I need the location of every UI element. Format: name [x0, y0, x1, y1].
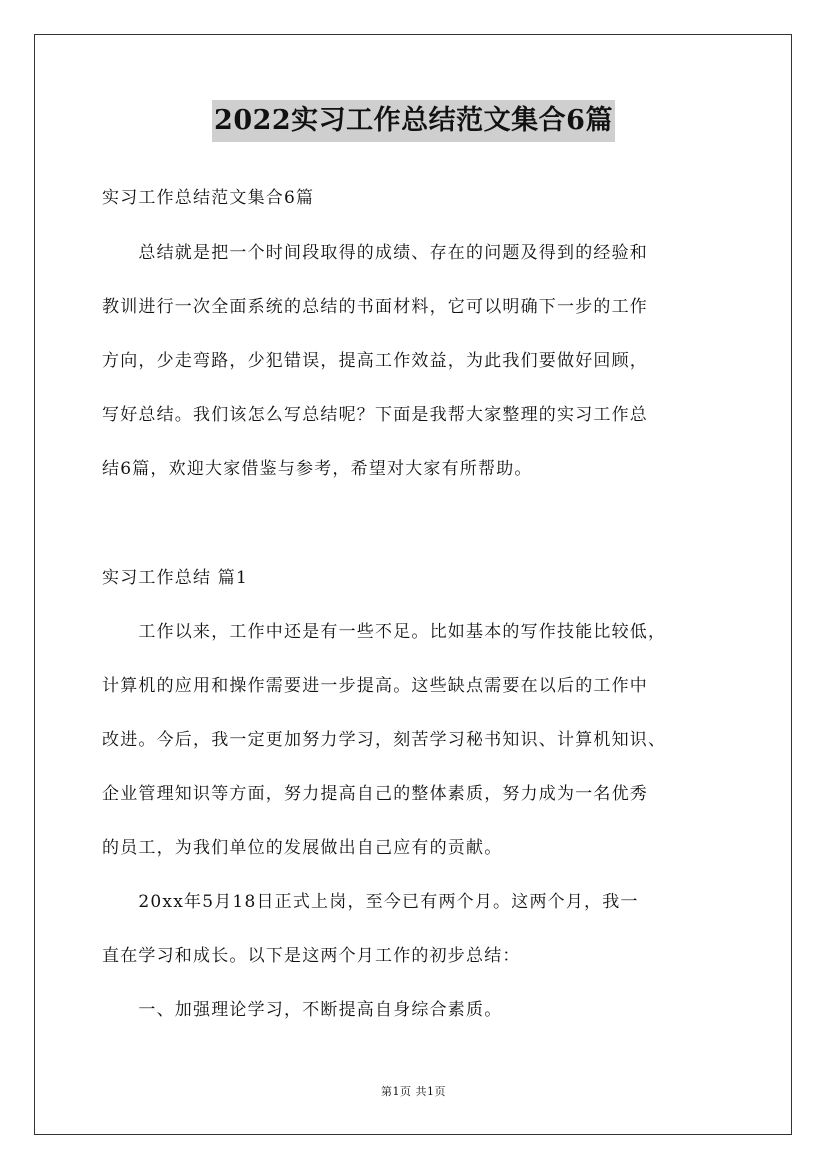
- intro-line: 总结就是把一个时间段取得的成绩、存在的问题及得到的经验和: [102, 243, 648, 263]
- section-line: 改进。今后，我一定更加努力学习，刻苦学习秘书知识、计算机知识、: [102, 730, 667, 750]
- section-heading: 实习工作总结 篇1: [102, 568, 249, 588]
- section-line: 计算机的应用和操作需要进一步提高。这些缺点需要在以后的工作中: [102, 676, 648, 696]
- title-container: [0, 100, 827, 142]
- section-line: 一、加强理论学习，不断提高自身综合素质。: [102, 1000, 503, 1020]
- intro-line: 结6篇，欢迎大家借鉴与参考，希望对大家有所帮助。: [102, 459, 533, 479]
- page-footer: 第1页 共1页: [381, 1085, 446, 1098]
- document-title: 2022实习工作总结范文集合6篇: [212, 100, 615, 142]
- intro-line: 方向，少走弯路，少犯错误，提高工作效益，为此我们要做好回顾，: [102, 351, 648, 371]
- section-line: 工作以来，工作中还是有一些不足。比如基本的写作技能比较低，: [102, 622, 667, 642]
- section-line: 直在学习和成长。以下是这两个月工作的初步总结：: [102, 946, 521, 966]
- intro-line: 教训进行一次全面系统的总结的书面材料，它可以明确下一步的工作: [102, 297, 648, 317]
- section-line: 的员工，为我们单位的发展做出自己应有的贡献。: [102, 838, 503, 858]
- section-line: 20xx年5月18日正式上岗，至今已有两个月。这两个月，我一: [102, 892, 639, 912]
- document-subtitle: 实习工作总结范文集合6篇: [102, 188, 315, 208]
- intro-line: 写好总结。我们该怎么写总结呢？下面是我帮大家整理的实习工作总: [102, 405, 648, 425]
- section-line: 企业管理知识等方面，努力提高自己的整体素质，努力成为一名优秀: [102, 784, 648, 804]
